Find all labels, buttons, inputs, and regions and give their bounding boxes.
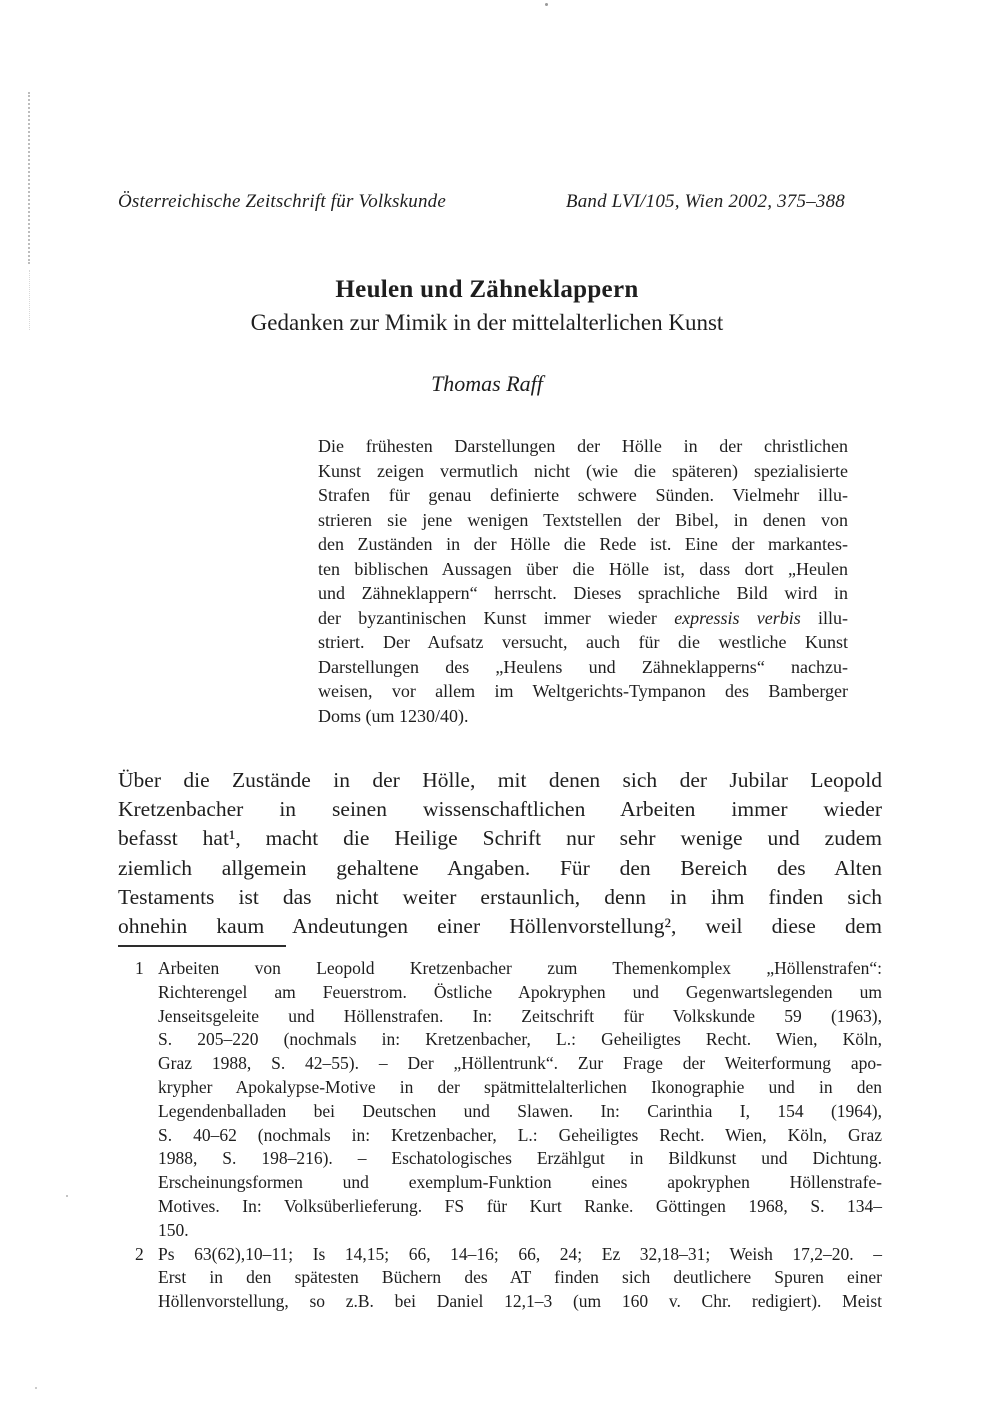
footnote-number: 2 [135, 1243, 144, 1264]
text-line: Motives. In: Volksüberlieferung. FS für Kurt Ranke. Göttingen 1968, S. 134– [158, 1195, 882, 1216]
body-paragraph [118, 766, 882, 941]
text-line: Graz 1988, S. 42–55). – Der „Höllentrunk“. Zur Frage der Weiterformung apo- [158, 1053, 882, 1074]
footnotes-section [135, 957, 882, 1314]
text-line: strieren sie jene wenigen Textstellen der Bibel, in denen von [318, 509, 848, 530]
footnote-number: 1 [135, 958, 144, 978]
text-line: Legendenballaden bei Deutschen und Slawen. In: Carinthia I, 154 (1964), [158, 1100, 882, 1121]
scan-speck-artifact [66, 1195, 68, 1197]
text-line: Testaments ist das nicht weiter erstaunlich, denn in ihm finden sich [118, 884, 882, 909]
text-line: S. 40–62 (nochmals in: Kretzenbacher, L.: Geheiligtes Recht. Wien, Köln, Graz [158, 1124, 882, 1145]
text-line: Ps 63(62),10–11; Is 14,15; 66, 14–16; 66, 24; Ez 32,18–31; Weish 17,2–20. – [158, 1243, 882, 1264]
text-line: Die frühesten Darstellungen der Hölle in der christlichen [318, 436, 848, 456]
running-head [118, 191, 845, 213]
text-line: befasst hat¹, macht die Heilige Schrift nur sehr wenige und zudem [118, 826, 882, 851]
text-line: Über die Zustände in der Hölle, mit denen sich der Jubilar Leopold [118, 768, 882, 792]
text-line: der byzantinischen Kunst immer wieder expressis verbis illu- [318, 607, 848, 628]
scan-speck-artifact [35, 1387, 37, 1389]
scan-edge-dots-artifact [29, 270, 30, 330]
text-line: Kunst zeigen vermutlich nicht (wie die späteren) spezialisierte [318, 460, 848, 481]
text-line: ziemlich allgemein gehaltene Angaben. Für den Bereich des Alten [118, 855, 882, 880]
text-line: Erst in den spätesten Büchern des AT finden sich deutlichere Spuren einer [158, 1267, 882, 1288]
text-line: ten biblischen Aussagen über die Hölle ist, dass dort „Heulen [318, 558, 848, 579]
text-line: und Zähneklappern“ herrscht. Dieses sprachliche Bild wird in [318, 583, 848, 603]
scan-edge-dots-artifact [28, 92, 30, 264]
article-title: Heulen und Zähneklappern [335, 276, 639, 303]
journal-name: Österreichische Zeitschrift für Volkskunde [118, 191, 447, 212]
text-line: Strafen für genau definierte schwere Sünden. Vielmehr illu- [318, 485, 848, 505]
footnote-1 [135, 957, 882, 1243]
text-line: Jenseitsgeleite und Höllenstrafen. In: Zeitschrift für Volkskunde 59 (1963), [158, 1005, 882, 1026]
text-line: 1988, S. 198–216). – Eschatologisches Erzählgut in Bildkunst und Dichtung. [158, 1148, 882, 1169]
footnote-separator-rule [118, 945, 286, 947]
text-line: S. 205–220 (nochmals in: Kretzenbacher, L.: Geheiligtes Recht. Wien, Köln, [158, 1029, 882, 1050]
scan-speck-artifact [545, 3, 548, 6]
text-line: Erscheinungsformen und exemplum-Funktion eines apokryphen Höllenstrafe- [158, 1172, 882, 1193]
footnote-text [158, 1243, 882, 1314]
footnote-2 [135, 1243, 882, 1314]
text-line: den Zuständen in der Hölle die Rede ist. Eine der markantes- [318, 534, 848, 554]
article-subtitle: Gedanken zur Mimik in der mittelalterlichen Kunst [250, 310, 724, 335]
volume-issue-info: Band LVI/105, Wien 2002, 375–388 [565, 191, 845, 212]
text-line: ohnehin kaum Andeutungen einer Höllenvorstellung², weil diese dem [118, 914, 882, 939]
text-line: Höllenvorstellung, so z.B. bei Daniel 12,1–3 (um 160 v. Chr. redigiert). Meist [158, 1291, 882, 1312]
text-line: striert. Der Aufsatz versucht, auch für die westliche Kunst [318, 632, 848, 652]
text-line: Doms (um 1230/40). [318, 705, 469, 726]
author-name: Thomas Raff [431, 371, 543, 396]
footnote-text [158, 957, 882, 1243]
text-line: Richterengel am Feuerstrom. Östliche Apokryphen und Gegenwartslegenden um [158, 981, 882, 1002]
text-line: 150. [158, 1219, 189, 1240]
text-line: krypher Apokalypse-Motive in der spätmittelalterlichen Ikonographie und in den [158, 1076, 882, 1097]
text-line: Darstellungen des „Heulens und Zähneklapperns“ nachzu- [318, 656, 848, 677]
text-line: Arbeiten von Leopold Kretzenbacher zum Themenkomplex „Höllenstrafen“: [158, 958, 882, 978]
abstract-block [318, 434, 848, 728]
text-line: Kretzenbacher in seinen wissenschaftlichen Arbeiten immer wieder [118, 797, 882, 822]
text-line: weisen, vor allem im Weltgerichts-Tympanon des Bamberger [318, 681, 848, 701]
